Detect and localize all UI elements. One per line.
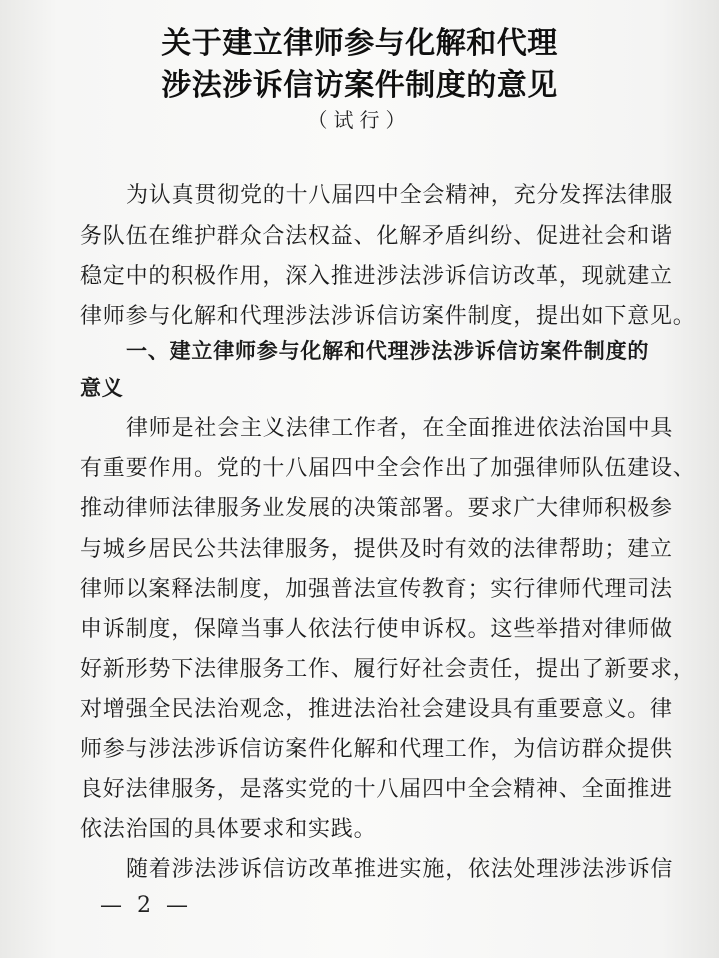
body-line-4: 律师参与化解和代理涉法涉诉信访案件制度，提出如下意见。 [80, 304, 696, 329]
section-heading-line-1: 一、建立律师参与化解和代理涉法涉诉信访案件制度的 [126, 339, 650, 363]
body-line-16: 随着涉法涉诉信访改革推进实施，依法处理涉法涉诉信 [126, 857, 674, 882]
body-line-2: 务队伍在维护群众合法权益、化解矛盾纠纷、促进社会和谐 [80, 224, 673, 249]
document-title-line-2: 涉法涉诉信访案件制度的意见 [161, 68, 558, 103]
body-line-11: 好新形势下法律服务工作、履行好社会责任，提出了新要求， [80, 657, 696, 682]
section-heading-line-2: 意义 [80, 376, 124, 400]
page-number: — 2 — [100, 893, 192, 918]
body-line-12: 对增强全民法治观念，推进法治社会建设具有重要意义。律 [80, 697, 673, 722]
body-line-7: 推动律师法律服务业发展的决策部署。要求广大律师积极参 [80, 496, 673, 521]
document-title-line-1: 关于建立律师参与化解和代理 [161, 26, 558, 61]
document-subtitle: （试行） [307, 108, 412, 132]
body-line-6: 有重要作用。党的十八届四中全会作出了加强律师队伍建设、 [80, 456, 696, 481]
body-line-9: 律师以案释法制度，加强普法宣传教育；实行律师代理司法 [80, 577, 673, 602]
body-line-1: 为认真贯彻党的十八届四中全会精神，充分发挥法律服 [126, 183, 674, 208]
body-line-15: 依法治国的具体要求和实践。 [80, 817, 377, 842]
body-line-3: 稳定中的积极作用，深入推进涉法涉诉信访改革，现就建立 [80, 264, 673, 289]
body-line-8: 与城乡居民公共法律服务，提供及时有效的法律帮助；建立 [80, 537, 673, 562]
body-line-13: 师参与涉法涉诉信访案件化解和代理工作，为信访群众提供 [80, 737, 673, 762]
body-line-10: 申诉制度，保障当事人依法行使申诉权。这些举措对律师做 [80, 617, 673, 642]
body-line-5: 律师是社会主义法律工作者，在全面推进依法治国中具 [126, 416, 674, 441]
body-line-14: 良好法律服务，是落实党的十八届四中全会精神、全面推进 [80, 777, 673, 802]
